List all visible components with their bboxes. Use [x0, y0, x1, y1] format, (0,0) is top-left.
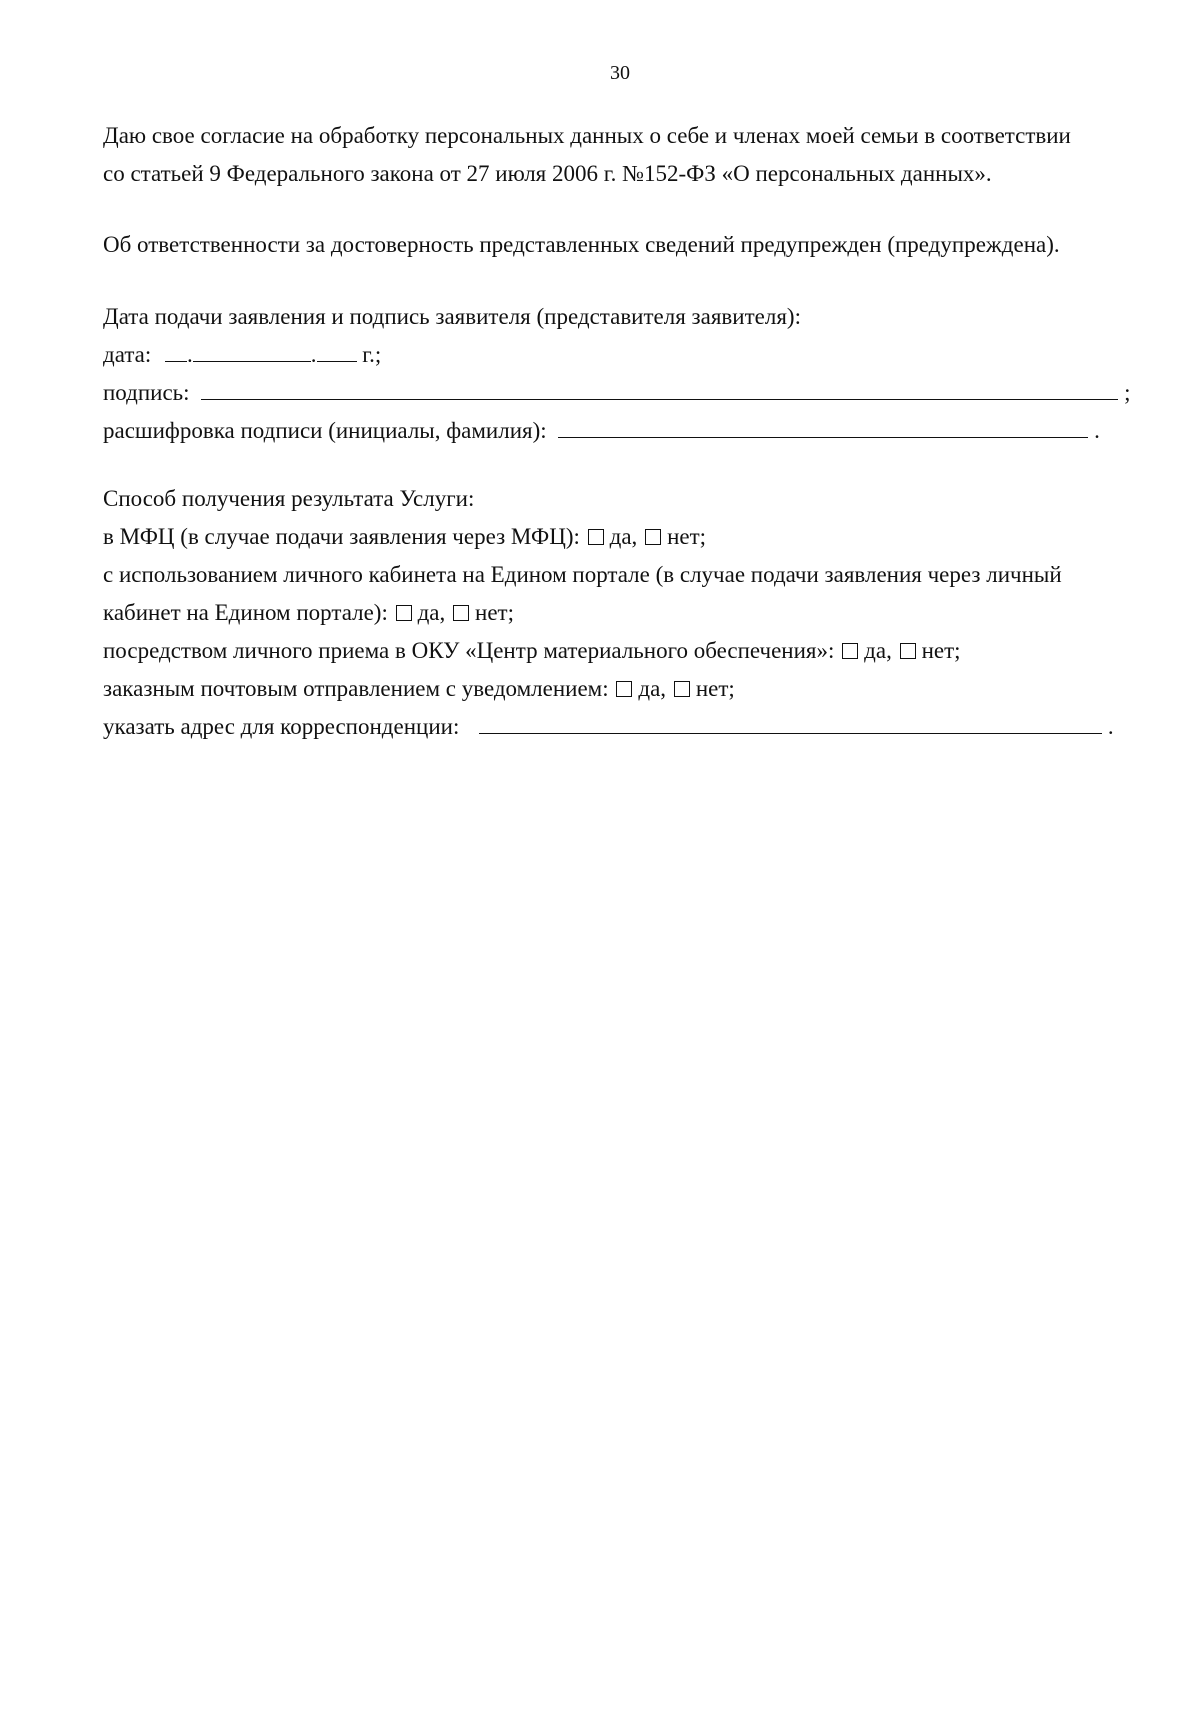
option-mail-label: заказным почтовым отправлением с уведомлением: — [103, 676, 609, 701]
date-separator-1: . — [187, 342, 193, 367]
mail-no-checkbox[interactable] — [674, 681, 690, 697]
delivery-option-portal-line-2 — [103, 594, 1143, 632]
delivery-block — [103, 480, 1143, 746]
signature-heading: Дата подачи заявления и подпись заявителя (представителя заявителя): — [103, 304, 801, 329]
mail-yes-label: да, — [638, 676, 667, 701]
delivery-option-mfc — [103, 518, 1143, 556]
personal-yes-label: да, — [864, 638, 892, 663]
personal-no-label: нет; — [921, 638, 961, 663]
page-number: 30 — [610, 62, 630, 84]
mail-yes-checkbox[interactable] — [616, 681, 632, 697]
date-month-field[interactable] — [193, 339, 311, 362]
portal-yes-label: да, — [417, 600, 446, 625]
personal-no-checkbox[interactable] — [900, 643, 916, 659]
delivery-option-mail — [103, 670, 1143, 708]
date-label: дата: — [103, 342, 152, 367]
signature-block — [103, 298, 1143, 450]
mail-no-label: нет; — [695, 676, 735, 701]
date-year-field[interactable] — [317, 339, 357, 362]
date-year-suffix: г.; — [362, 342, 382, 367]
decode-field[interactable] — [558, 415, 1088, 438]
address-end: . — [1107, 714, 1114, 739]
responsibility-text: Об ответственности за достоверность представленных сведений предупрежден (предупреждена). — [103, 232, 1060, 257]
personal-yes-checkbox[interactable] — [842, 643, 858, 659]
responsibility-paragraph — [103, 226, 1143, 264]
portal-yes-checkbox[interactable] — [396, 605, 412, 621]
signature-field[interactable] — [201, 377, 1118, 400]
option-personal-label: посредством личного приема в ОКУ «Центр материального обеспечения»: — [103, 638, 835, 663]
mfc-no-label: нет; — [667, 524, 707, 549]
mfc-yes-checkbox[interactable] — [588, 529, 604, 545]
option-mfc-label: в МФЦ (в случае подачи заявления через МФЦ): — [103, 524, 580, 549]
decode-row — [103, 412, 1143, 450]
consent-paragraph — [103, 117, 1143, 193]
date-row — [103, 336, 1143, 374]
delivery-option-personal — [103, 632, 1143, 670]
date-day-field[interactable] — [165, 339, 187, 362]
date-separator-2: . — [310, 342, 317, 367]
decode-label: расшифровка подписи (инициалы, фамилия): — [103, 418, 547, 443]
decode-end: . — [1094, 418, 1100, 443]
portal-no-label: нет; — [475, 600, 514, 625]
delivery-heading: Способ получения результата Услуги: — [103, 486, 475, 511]
address-field[interactable] — [479, 711, 1102, 734]
portal-no-checkbox[interactable] — [453, 605, 469, 621]
delivery-option-portal-line-1: с использованием личного кабинета на Едином портале (в случае подачи заявления через личный — [103, 562, 1062, 587]
consent-line-1: Даю свое согласие на обработку персональных данных о себе и членах моей семьи в соответствии — [103, 123, 1071, 148]
option-portal-label: кабинет на Едином портале): — [103, 600, 388, 625]
mfc-yes-label: да, — [609, 524, 638, 549]
signature-label: подпись: — [103, 380, 190, 405]
address-label: указать адрес для корреспонденции: — [103, 714, 460, 739]
mfc-no-checkbox[interactable] — [645, 529, 661, 545]
consent-line-2: со статьей 9 Федерального закона от 27 июля 2006 г. №152-ФЗ «О персональных данных». — [103, 161, 992, 186]
address-row — [103, 708, 1143, 746]
signature-end: ; — [1124, 380, 1131, 405]
signature-row — [103, 374, 1143, 412]
